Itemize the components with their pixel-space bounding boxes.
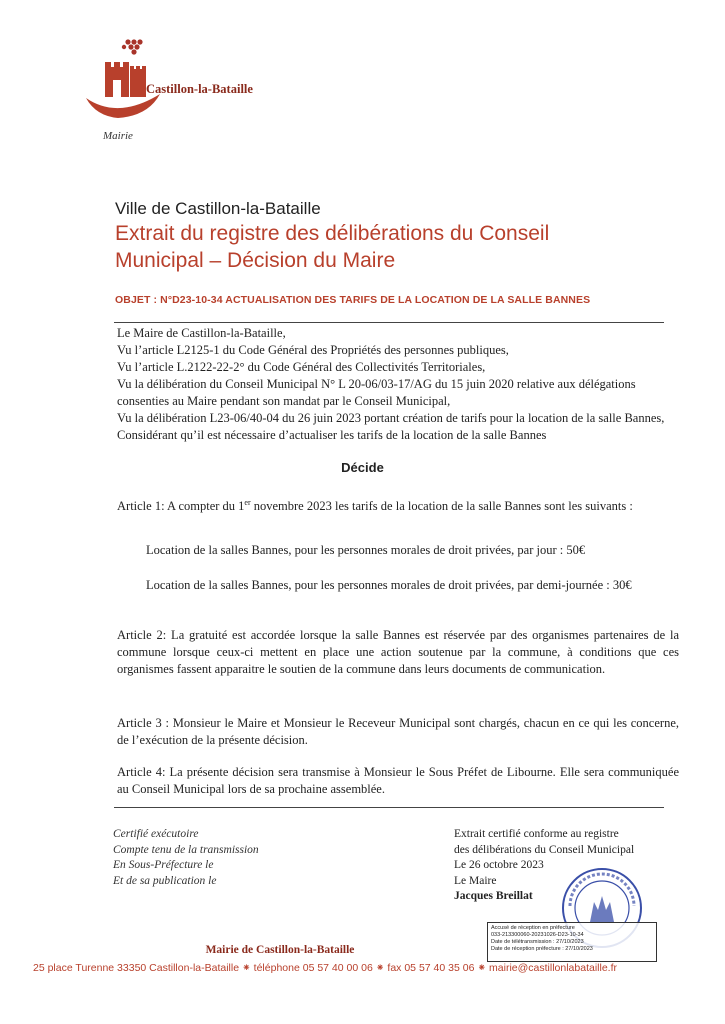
article-3: Article 3 : Monsieur le Maire et Monsieur le Receveur Municipal sont chargés, chacun en ce qui les concerne, de l’exécution de la présente décision. <box>117 716 679 747</box>
tariff-half-day: Location de la salles Bannes, pour les personnes morales de droit privées, par demi-journée : 30€ <box>146 578 632 592</box>
receipt-line: 033-213300060-20231026-D23-10-34 <box>491 932 584 938</box>
visa-line: Le Maire de Castillon-la-Bataille, <box>117 326 286 340</box>
footer-organization: Mairie de Castillon-la-Bataille <box>205 944 355 956</box>
visa-line: Vu la délibération L23-06/40-04 du 26 juin 2023 portant création de tarifs pour la location de la salle Bannes, <box>117 411 665 425</box>
signer-name: Jacques Breillat <box>454 890 533 902</box>
town-heading: Ville de Castillon-la-Bataille <box>115 199 321 218</box>
tariff-full-day: Location de la salles Bannes, pour les personnes morales de droit privées, par jour : 50€ <box>146 543 586 557</box>
title-line-1: Extrait du registre des délibérations du Conseil <box>115 222 550 245</box>
certification-left <box>113 827 259 889</box>
receipt-line: Date de réception préfecture : 27/10/2023 <box>491 946 593 952</box>
certif-line: En Sous-Préfecture le <box>113 859 214 871</box>
certif-line: Compte tenu de la transmission <box>113 843 259 856</box>
visa-line: Vu l’article L.2122-22-2° du Code Général des Collectivités Territoriales, <box>117 360 486 374</box>
certif-line: Et de sa publication le <box>113 874 217 887</box>
object-line: OBJET : N°D23-10-34 ACTUALISATION DES TARIFS DE LA LOCATION DE LA SALLE BANNES <box>115 294 591 306</box>
decide-heading: Décide <box>341 460 384 475</box>
divider-top <box>114 322 664 323</box>
certif-line: Extrait certifié conforme au registre <box>454 828 619 840</box>
prefecture-receipt <box>487 922 657 962</box>
document-title <box>115 220 675 274</box>
divider-bottom <box>114 807 664 808</box>
article-1-start: Article 1: A compter du 1 <box>117 499 245 513</box>
visa-line: Considérant qu’il est nécessaire d’actualiser les tarifs de la location de la salle Bannes <box>117 428 547 442</box>
article-1 <box>117 498 679 515</box>
title-line-2: Municipal – Décision du Maire <box>115 249 396 272</box>
visas-block <box>117 325 679 444</box>
receipt-line: Accusé de réception en préfecture <box>491 925 575 931</box>
article-1-end: novembre 2023 les tarifs de la location de la salle Bannes sont les suivants : <box>250 499 633 513</box>
receipt-line: Date de télétransmission : 27/10/2023 <box>491 939 584 945</box>
article-2: Article 2: La gratuité est accordée lorsque la salle Bannes est réservée par des organismes partenaires de la commune lorsque ceux-ci mettent en place une action soutenue par la commune, à conditions que ces organismes fassent apparaitre le soutien de la commune dans leurs documents de communication. <box>117 628 679 676</box>
article-1-sup: er <box>244 497 251 507</box>
certif-line: Le 26 octobre 2023 <box>454 859 544 871</box>
visa-line: Vu la délibération du Conseil Municipal N° L 20-06/03-17/AG du 15 juin 2020 relative aux délégations consenties au Maire pendant son mandat par le Conseil Municipal, <box>117 377 636 408</box>
visa-line: Vu l’article L2125-1 du Code Général des Propriétés des personnes publiques, <box>117 343 509 357</box>
article-4: Article 4: La présente décision sera transmise à Monsieur le Sous Préfet de Libourne. Elle sera communiquée au Conseil Municipal lors de sa prochaine assemblée. <box>117 765 679 796</box>
logo-town-name: Castillon-la-Bataille <box>146 82 253 96</box>
certif-line: Le Maire <box>454 874 497 887</box>
logo-subtitle: Mairie <box>103 130 133 142</box>
footer-address: 25 place Turenne 33350 Castillon-la-Bataille ⁕ téléphone 05 57 40 00 06 ⁕ fax 05 57 40 35 06 ⁕ mairie@castillonlabataille.fr <box>33 962 618 974</box>
certif-line: des délibérations du Conseil Municipal <box>454 843 635 856</box>
certif-line: Certifié exécutoire <box>113 828 199 840</box>
